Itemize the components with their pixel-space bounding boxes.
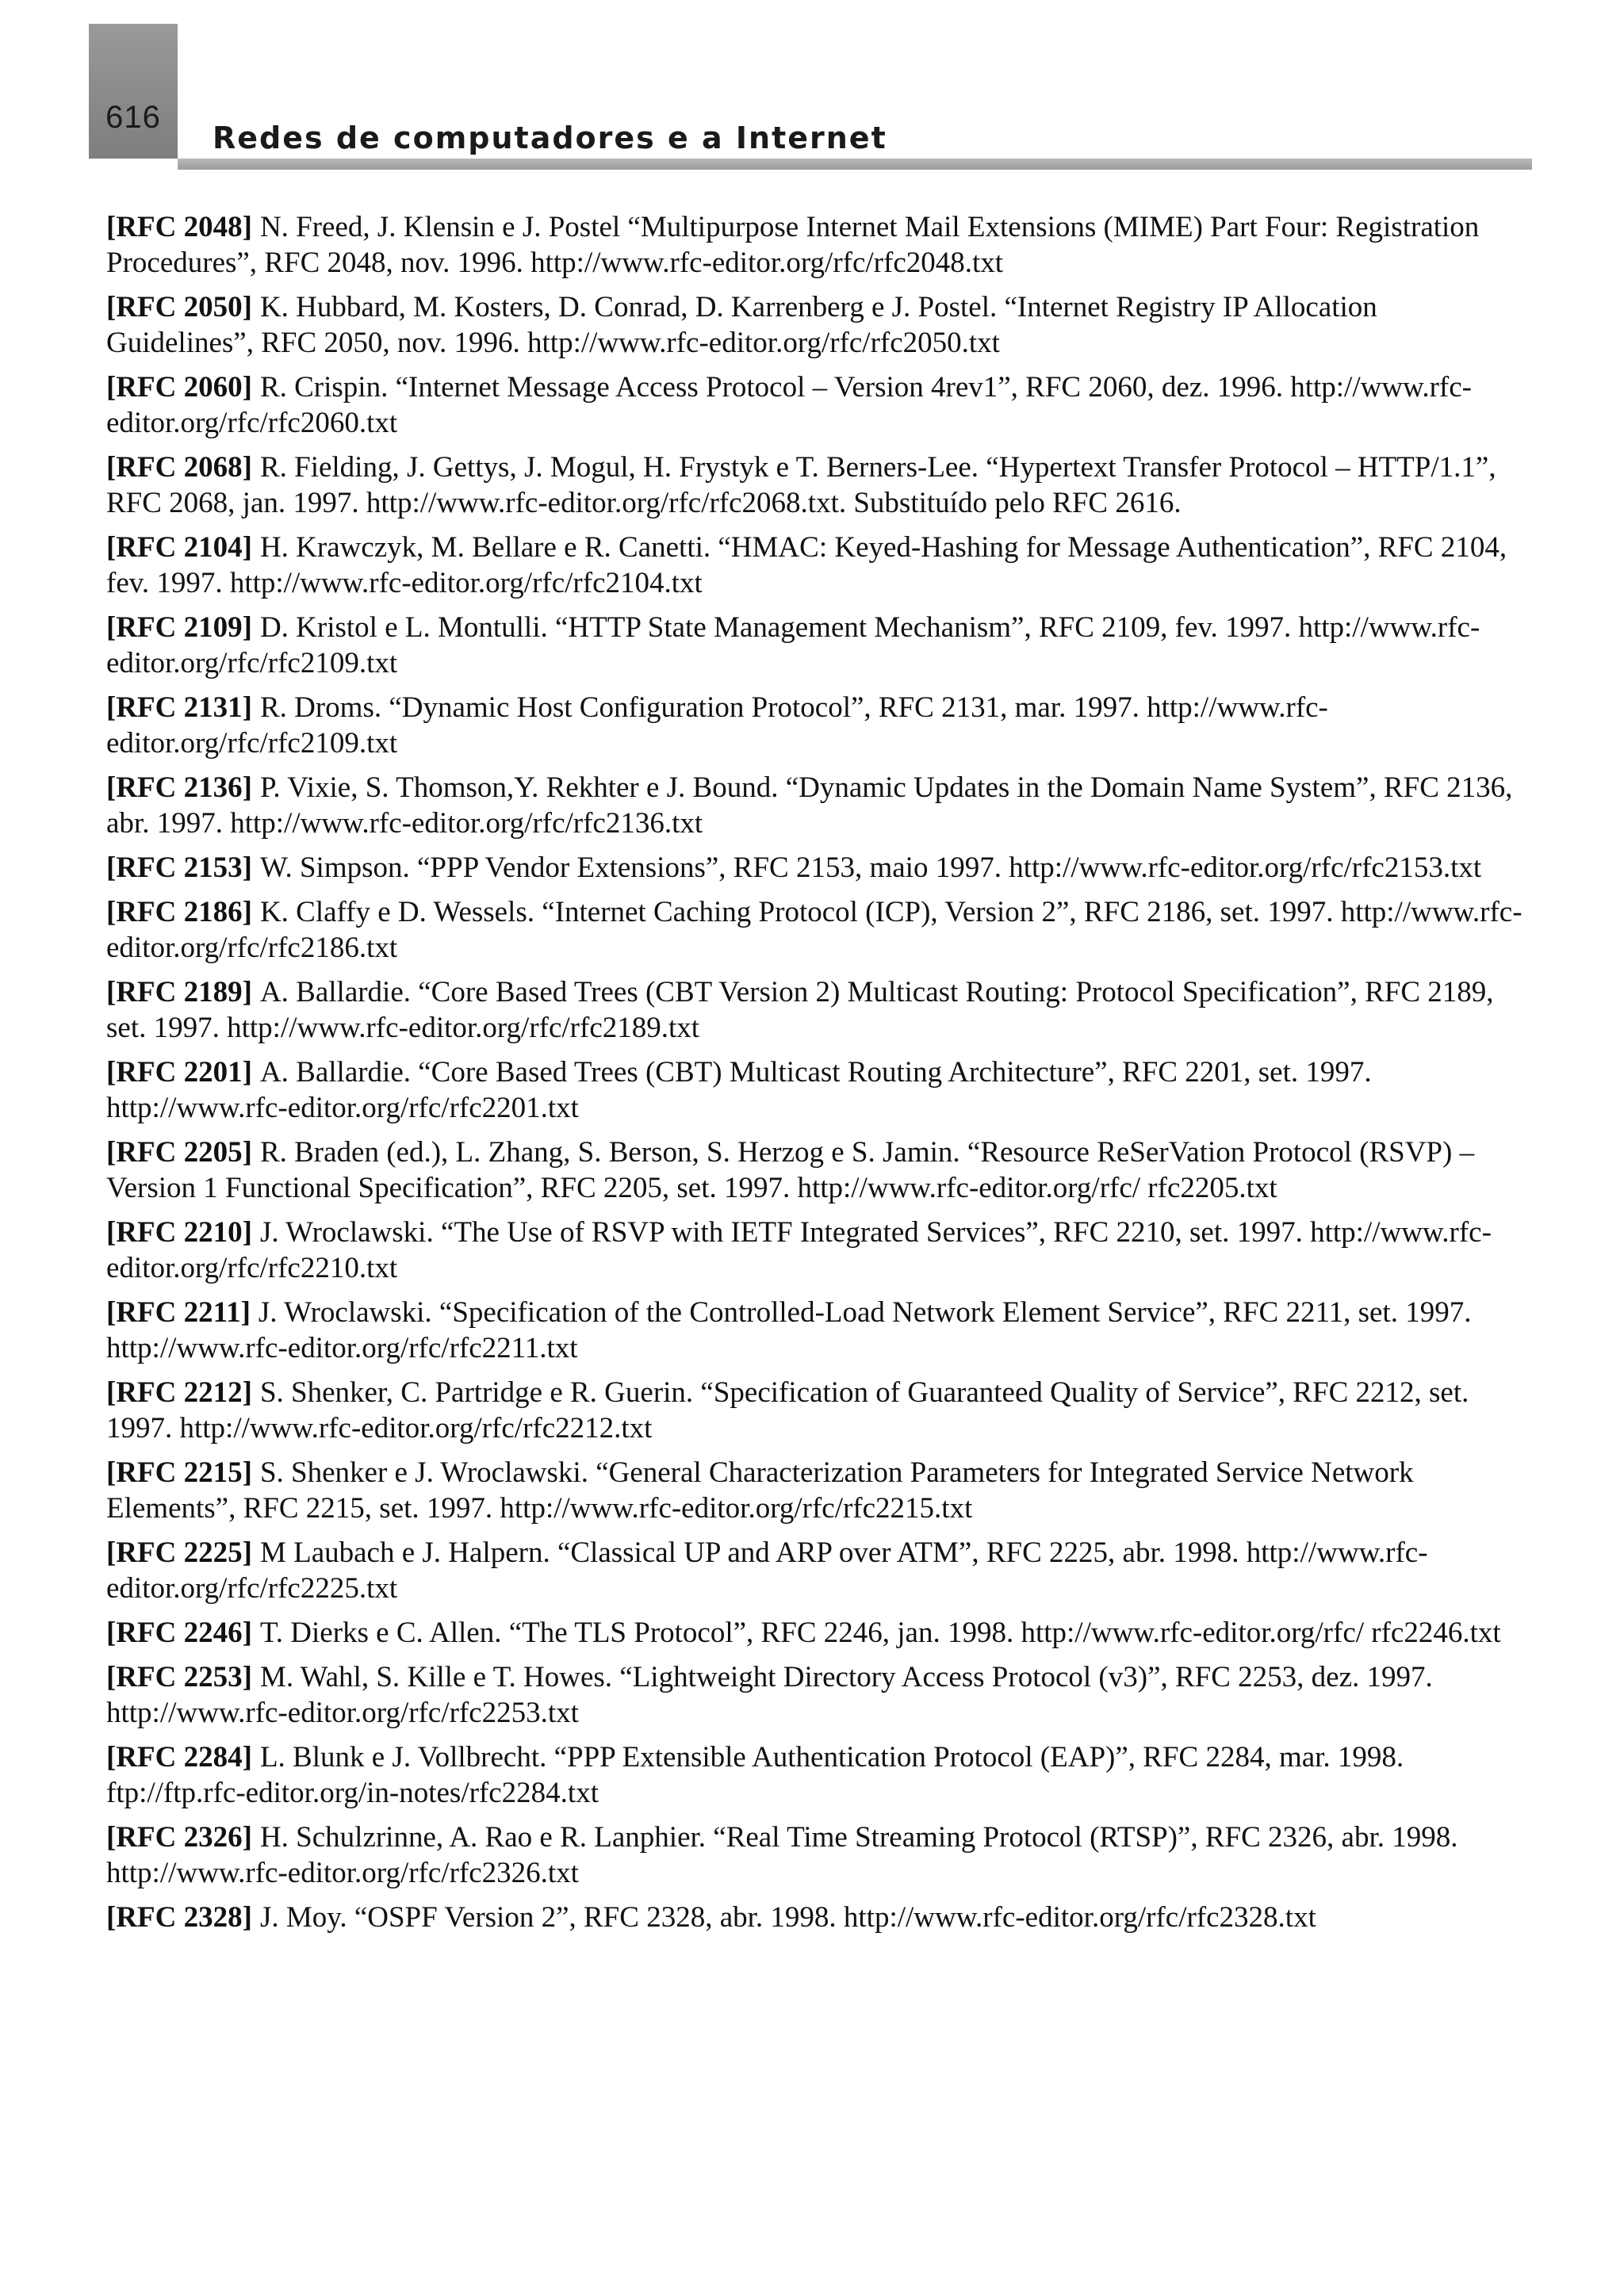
- running-header: [89, 24, 1532, 159]
- reference-entry: [106, 289, 1526, 361]
- reference-key: [RFC 2328]: [106, 1901, 252, 1934]
- reference-entry: [106, 850, 1526, 886]
- reference-key: [RFC 2189]: [106, 976, 252, 1008]
- reference-key: [RFC 2068]: [106, 451, 252, 484]
- reference-key: [RFC 2109]: [106, 611, 252, 644]
- page-number: 616: [105, 100, 161, 135]
- reference-entry: [106, 1820, 1526, 1891]
- reference-key: [RFC 2212]: [106, 1376, 252, 1409]
- reference-text: K. Hubbard, M. Kosters, D. Conrad, D. Karrenberg e J. Postel. “Internet Registry IP Allocation Guidelines”, RFC 2050, nov. 1996. http://www.rfc-editor.org/rfc/rfc2050.txt: [106, 291, 1377, 359]
- page-number-box: [89, 24, 178, 159]
- reference-text: R. Droms. “Dynamic Host Configuration Protocol”, RFC 2131, mar. 1997. http://www.rfc-editor.org/rfc/rfc2109.txt: [106, 691, 1328, 760]
- reference-text: J. Wroclawski. “The Use of RSVP with IETF Integrated Services”, RFC 2210, set. 1997. http://www.rfc-editor.org/rfc/rfc2210.txt: [106, 1216, 1492, 1284]
- reference-text: R. Crispin. “Internet Message Access Protocol – Version 4rev1”, RFC 2060, dez. 1996. http://www.rfc-editor.org/rfc/rfc2060.txt: [106, 371, 1472, 439]
- reference-entry: [106, 1215, 1526, 1286]
- reference-text: H. Schulzrinne, A. Rao e R. Lanphier. “Real Time Streaming Protocol (RTSP)”, RFC 2326, abr. 1998. http://www.rfc-editor.org/rfc/rfc2326.txt: [106, 1821, 1458, 1889]
- reference-text: A. Ballardie. “Core Based Trees (CBT Version 2) Multicast Routing: Protocol Specification”, RFC 2189, set. 1997. http://www.rfc-editor.org/rfc/rfc2189.txt: [106, 976, 1494, 1044]
- reference-entry: [106, 1900, 1526, 1935]
- header-rule: [178, 159, 1532, 170]
- reference-text: S. Shenker e J. Wroclawski. “General Characterization Parameters for Integrated Service Network Elements”, RFC 2215, set. 1997. http://www.rfc-editor.org/rfc/rfc2215.txt: [106, 1456, 1414, 1525]
- reference-entry: [106, 1054, 1526, 1126]
- reference-key: [RFC 2284]: [106, 1741, 252, 1774]
- reference-key: [RFC 2060]: [106, 371, 252, 404]
- reference-entry: [106, 894, 1526, 966]
- reference-text: W. Simpson. “PPP Vendor Extensions”, RFC 2153, maio 1997. http://www.rfc-editor.org/rfc/rfc2153.txt: [259, 851, 1482, 884]
- reference-entry: [106, 1295, 1526, 1366]
- reference-text: M. Wahl, S. Kille e T. Howes. “Lightweight Directory Access Protocol (v3)”, RFC 2253, dez. 1997. http://www.rfc-editor.org/rfc/rfc2253.txt: [106, 1661, 1433, 1729]
- reference-key: [RFC 2246]: [106, 1617, 252, 1649]
- reference-text: H. Krawczyk, M. Bellare e R. Canetti. “HMAC: Keyed-Hashing for Message Authentication”, RFC 2104, fev. 1997. http://www.rfc-editor.org/rfc/rfc2104.txt: [106, 531, 1507, 599]
- reference-key: [RFC 2211]: [106, 1296, 251, 1329]
- reference-text: T. Dierks e C. Allen. “The TLS Protocol”, RFC 2246, jan. 1998. http://www.rfc-editor.org/rfc/ rfc2246.txt: [259, 1617, 1501, 1649]
- reference-entry: [106, 1739, 1526, 1811]
- reference-entry: [106, 1375, 1526, 1446]
- reference-key: [RFC 2326]: [106, 1821, 252, 1854]
- reference-text: R. Fielding, J. Gettys, J. Mogul, H. Frystyk e T. Berners-Lee. “Hypertext Transfer Protocol – HTTP/1.1”, RFC 2068, jan. 1997. http://www.rfc-editor.org/rfc/rfc2068.txt. Substituído pelo RFC 2616.: [106, 451, 1496, 519]
- reference-key: [RFC 2153]: [106, 851, 252, 884]
- reference-text: J. Wroclawski. “Specification of the Controlled-Load Network Element Service”, RFC 2211, set. 1997. http://www.rfc-editor.org/rfc/rfc2211.txt: [106, 1296, 1472, 1364]
- reference-text: M Laubach e J. Halpern. “Classical UP and ARP over ATM”, RFC 2225, abr. 1998. http://www.rfc-editor.org/rfc/rfc2225.txt: [106, 1536, 1428, 1605]
- reference-entry: [106, 369, 1526, 441]
- reference-text: P. Vixie, S. Thomson,Y. Rekhter e J. Bound. “Dynamic Updates in the Domain Name System”, RFC 2136, abr. 1997. http://www.rfc-editor.org/rfc/rfc2136.txt: [106, 771, 1513, 840]
- reference-text: D. Kristol e L. Montulli. “HTTP State Management Mechanism”, RFC 2109, fev. 1997. http://www.rfc-editor.org/rfc/rfc2109.txt: [106, 611, 1480, 679]
- reference-text: A. Ballardie. “Core Based Trees (CBT) Multicast Routing Architecture”, RFC 2201, set. 1997. http://www.rfc-editor.org/rfc/rfc2201.txt: [106, 1056, 1372, 1124]
- reference-entry: [106, 1455, 1526, 1526]
- reference-entry: [106, 1659, 1526, 1731]
- reference-key: [RFC 2050]: [106, 291, 252, 323]
- reference-key: [RFC 2225]: [106, 1536, 252, 1569]
- reference-entry: [106, 1135, 1526, 1206]
- reference-text: N. Freed, J. Klensin e J. Postel “Multipurpose Internet Mail Extensions (MIME) Part Four: Registration Procedures”, RFC 2048, nov. 1996. http://www.rfc-editor.org/rfc/rfc2048.txt: [106, 211, 1480, 279]
- reference-text: R. Braden (ed.), L. Zhang, S. Berson, S. Herzog e S. Jamin. “Resource ReSerVation Protocol (RSVP) – Version 1 Functional Specification”, RFC 2205, set. 1997. http://www.rfc-editor.org/rfc/ rfc2205.txt: [106, 1136, 1475, 1204]
- reference-key: [RFC 2186]: [106, 896, 252, 928]
- reference-key: [RFC 2253]: [106, 1661, 252, 1693]
- reference-text: J. Moy. “OSPF Version 2”, RFC 2328, abr. 1998. http://www.rfc-editor.org/rfc/rfc2328.txt: [259, 1901, 1316, 1934]
- reference-text: L. Blunk e J. Vollbrecht. “PPP Extensible Authentication Protocol (EAP)”, RFC 2284, mar. 1998. ftp://ftp.rfc-editor.org/in-notes/rfc2284.txt: [106, 1741, 1404, 1809]
- reference-key: [RFC 2205]: [106, 1136, 252, 1169]
- reference-text: S. Shenker, C. Partridge e R. Guerin. “Specification of Guaranteed Quality of Service”, RFC 2212, set. 1997. http://www.rfc-editor.org/rfc/rfc2212.txt: [106, 1376, 1469, 1445]
- reference-entry: [106, 1615, 1526, 1651]
- running-title: Redes de computadores e a Internet: [213, 121, 887, 155]
- reference-key: [RFC 2131]: [106, 691, 252, 724]
- reference-entry: [106, 209, 1526, 281]
- reference-text: K. Claffy e D. Wessels. “Internet Caching Protocol (ICP), Version 2”, RFC 2186, set. 1997. http://www.rfc-editor.org/rfc/rfc2186.txt: [106, 896, 1522, 964]
- reference-entry: [106, 610, 1526, 681]
- reference-entry: [106, 530, 1526, 601]
- reference-entry: [106, 690, 1526, 761]
- reference-key: [RFC 2104]: [106, 531, 252, 564]
- reference-key: [RFC 2048]: [106, 211, 252, 243]
- reference-key: [RFC 2136]: [106, 771, 252, 804]
- reference-key: [RFC 2215]: [106, 1456, 252, 1489]
- reference-entry: [106, 770, 1526, 841]
- reference-entry: [106, 1535, 1526, 1606]
- reference-key: [RFC 2201]: [106, 1056, 252, 1089]
- reference-entry: [106, 450, 1526, 521]
- reference-entry: [106, 974, 1526, 1046]
- reference-key: [RFC 2210]: [106, 1216, 252, 1249]
- reference-list: [106, 209, 1526, 1944]
